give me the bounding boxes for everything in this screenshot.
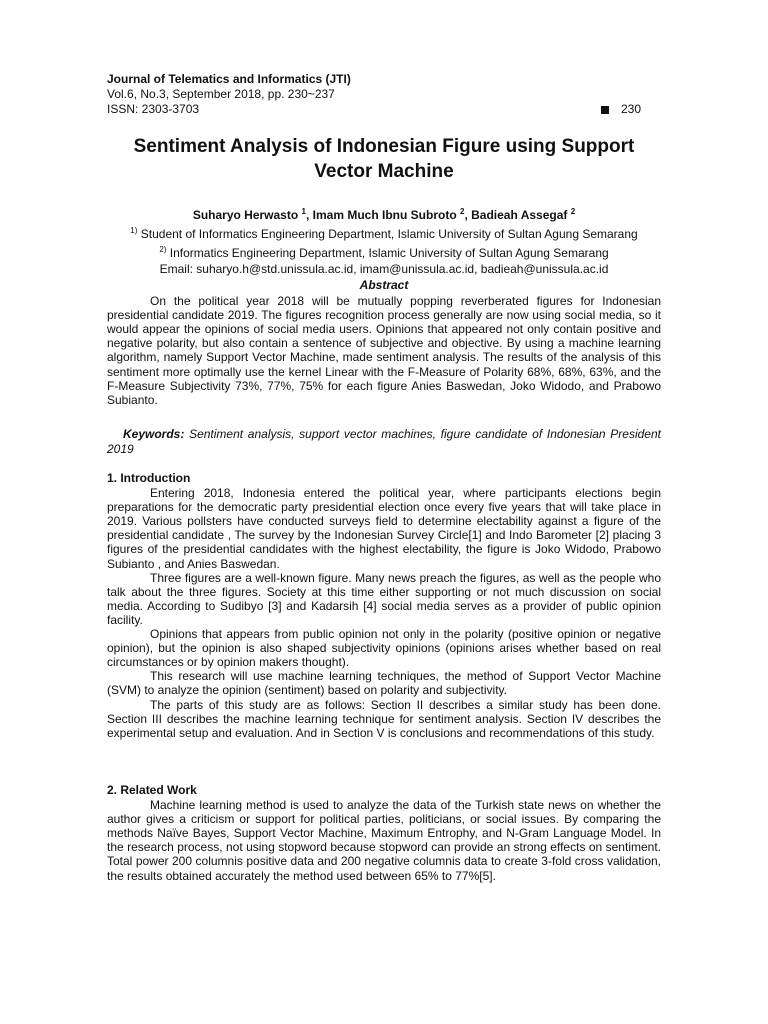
section-heading: 1. Introduction — [107, 471, 191, 485]
affiliation-2 — [107, 242, 661, 261]
abstract-text: On the political year 2018 will be mutually popping reverberated figures for Indonesian presidential candidate 2019. The figures recognition process generally are now using social media, so it would appear the opinions of social media users. Opinions that appeared not only contain positive and negative polarity, but also contain a sentence of subjective and objective. By using a machine learning algorithm, namely Support Vector Machine, made sentiment analysis. The results of the analysis of this sentiment more optimally use the kernel Linear with the F-Measure of Polarity 68%, 68%, 63%, and the F-Measure Subjectivity 73%, 77%, 75% for each figure Anies Baswedan, Joko Widodo, and Prabowo Subianto. — [107, 294, 661, 407]
paragraph: Opinions that appears from public opinion not only in the polarity (positive opinion or negative opinion), but the opinion is also shaped subjectivity opinions (opinions arises whether based on real circumstances or by opinion makers thought). — [107, 627, 661, 670]
journal-volume: Vol.6, No.3, September 2018, pp. 230~237 — [107, 87, 335, 101]
section-heading: 2. Related Work — [107, 783, 197, 797]
square-bullet-icon — [601, 106, 609, 114]
author-name: Badieah Assegaf — [471, 208, 568, 222]
affiliation-text: Student of Informatics Engineering Department, Islamic University of Sultan Agung Semarang — [140, 227, 638, 241]
abstract-section — [107, 278, 661, 407]
journal-name: Journal of Telematics and Informatics (JTI) — [107, 72, 351, 86]
author-affiliation-mark: 2 — [460, 207, 465, 216]
paper-title: Sentiment Analysis of Indonesian Figure using Support Vector Machine — [133, 136, 635, 182]
affiliation-text: Informatics Engineering Department, Islamic University of Sultan Agung Semarang — [169, 246, 609, 260]
affiliation-mark: 1) — [130, 226, 138, 235]
issn-row — [107, 102, 641, 117]
journal-header — [107, 72, 641, 117]
author-affiliation-mark: 2 — [570, 207, 576, 216]
author-block — [107, 204, 661, 277]
page-number: 230 — [620, 102, 641, 116]
introduction-section — [107, 471, 661, 740]
keywords-text: Sentiment analysis, support vector machines, figure candidate of Indonesian President 2019 — [107, 427, 661, 456]
related-work-section — [107, 783, 661, 883]
paragraph: This research will use machine learning techniques, the method of Support Vector Machine (SVM) to analyze the opinion (sentiment) based on polarity and subjectivity. — [107, 669, 661, 698]
author-affiliation-mark: 1 — [301, 207, 306, 216]
paragraph: Entering 2018, Indonesia entered the political year, where participants elections begin preparations for the democratic party presidential election once every five years that will take place in 2019. Various pollsters have conducted surveys field to determine electability against a figure of the presidential candidate , The survey by the Indonesian Survey Circle[1] and Indo Barometer [2] placing 3 figures of the presidential candidates with the highest electability, the figure is Joko Widodo, Prabowo Subianto , and Anies Baswedan. — [107, 486, 661, 571]
paragraph: Machine learning method is used to analyze the data of the Turkish state news on whether the author gives a criticism or support for political parties, politicians, or social issues. By comparing the methods Naïve Bayes, Support Vector Machine, Maximum Entrophy, and N-Gram Language Model. In the research process, not using stopword because stopword can provide an strong effects on sentiment. Total power 200 columnis positive data and 200 negative columnis data to create 3-fold cross validation, the results obtained accurately the method used between 65% to 77%[5]. — [107, 798, 661, 883]
journal-issn: ISSN: 2303-3703 — [107, 102, 200, 116]
page-number-block — [601, 102, 641, 117]
paragraph: Three figures are a well-known figure. Many news preach the figures, as well as the people who talk about the three figures. Society at this time either supporting or not much discussion on social media. According to Sudibyo [3] and Kadarsih [4] social media serves as a provider of public opinion facility. — [107, 570, 661, 627]
affiliation-1 — [107, 223, 661, 242]
keywords-label: Keywords: — [123, 427, 185, 441]
paragraph: The parts of this study are as follows: Section II describes a similar study has been done. Section III describes the machine learning technique for sentiment analysis. Section IV describes the experimental setup and evaluation. And in Section V is conclusions and recommendations of this study. — [107, 697, 661, 740]
affiliation-mark: 2) — [159, 245, 167, 254]
author-emails: Email: suharyo.h@std.unissula.ac.id, imam@unissula.ac.id, badieah@unissula.ac.id — [159, 262, 609, 276]
abstract-heading: Abstract — [359, 278, 409, 292]
keywords-section — [107, 427, 661, 457]
author-name: Imam Much Ibnu Subroto — [312, 208, 457, 222]
author-name: Suharyo Herwasto — [192, 208, 299, 222]
author-names: Suharyo Herwasto $^1$, Imam Much Ibnu Subroto $^2$, Badieah Assegaf $^2$ — [192, 207, 576, 222]
